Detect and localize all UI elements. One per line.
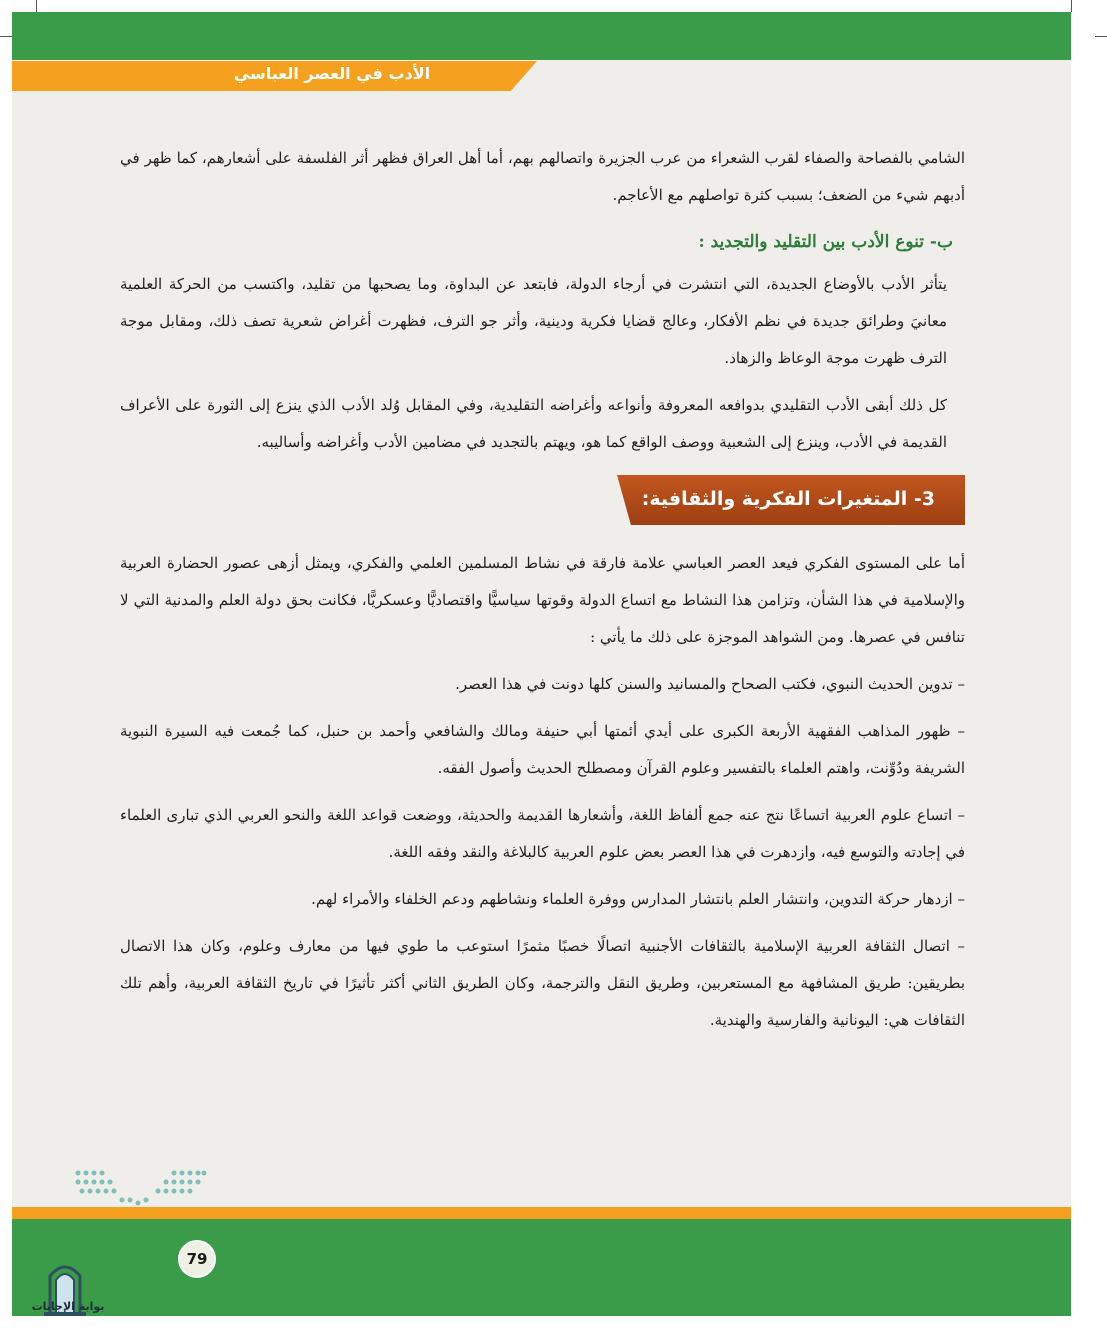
bullet-item: – اتساع علوم العربية اتساعًا نتج عنه جمع ألفاظ اللغة، وأشعارها القديمة والحديثة، ووضعت قواعد اللغة والنحو العربي الذي تبارى العلماء في إجادته والتوسع فيه، وازدهرت في هذا العصر بعض علوم العربية كالبلاغة والنقد وفقه اللغة. <box>120 806 965 861</box>
bullet-item: – ظهور المذاهب الفقهية الأربعة الكبرى على أيدي أئمتها أبي حنيفة ومالك والشافعي وأحمد بن حنبل، كما جُمعت فيه السيرة النبوية الشريفة ودُوِّنت، واهتم العلماء بالتفسير وعلوم القرآن ومصطلح الحديث وأصول الفقه. <box>120 722 965 777</box>
paragraph: يتأثر الأدب بالأوضاع الجديدة، التي انتشرت في أرجاء الدولة، فابتعد عن البداوة، وما يصحبها من تقليد، واكتسب من الحركة العلمية معانيَ وطرائق جديدة في نظم الأفكار، وعالج قضايا فكرية ودينية، وأثر جو الترف، فظهرت أغراض شعرية تصف ذلك، ومقابل موجة الترف ظهرت موجة الوعاظ والزهاد. <box>120 275 947 367</box>
crop-mark <box>36 0 37 12</box>
bottom-orange-stripe <box>12 1207 1071 1219</box>
textbook-page <box>12 12 1071 1316</box>
page-number: 79 <box>178 1240 216 1278</box>
page-body <box>120 140 965 1039</box>
ministry-logo-icon <box>74 1167 208 1211</box>
watermark-logo-icon <box>30 1254 120 1324</box>
section-banner <box>120 473 965 525</box>
top-green-band <box>12 12 1071 60</box>
section-title: 3- المتغيرات الفكرية والثقافية: <box>641 488 935 510</box>
crop-mark <box>1071 0 1072 12</box>
crop-mark <box>1095 36 1107 37</box>
paragraph: أما على المستوى الفكري فيعد العصر العباسي علامة فارقة في نشاط المسلمين العلمي والفكري، ويمثل أزهى عصور الحضارة العربية والإسلامية في هذا الشأن، وتزامن هذا النشاط مع اتساع الدولة وقوتها سياسيًّا واقتصاديًّا وعسكريًّا، فكانت بحق دولة العلم والمدنية التي لا تنافس في عصرها. ومن الشواهد الموجزة على ذلك ما يأتي : <box>120 554 965 646</box>
paragraph: كل ذلك أبقى الأدب التقليدي بدوافعه المعروفة وأنواعه وأغراضه التقليدية، وفي المقابل وُلد الأدب الذي ينزع إلى الثورة على الأعراف القديمة في الأدب، وينزع إلى الشعبية ووصف الواقع كما هو، ويهتم بالتجديد في مضامين الأدب وأغراضه وأساليبه. <box>120 396 947 451</box>
paragraph: الشامي بالفصاحة والصفاء لقرب الشعراء من عرب الجزيرة واتصالهم بهم، أما أهل العراق فظهر أثر الفلسفة على أشعارهم، كما ظهر في أدبهم شيء من الضعف؛ بسبب كثرة تواصلهم مع الأعاجم. <box>120 149 965 204</box>
watermark-text: بوابة الإجابات <box>31 1300 105 1313</box>
subheading: ب- تنوع الأدب بين التقليد والتجديد : <box>698 232 953 252</box>
bullet-item: – تدوين الحديث النبوي، فكتب الصحاح والمسانيد والسنن كلها دونت في هذا العصر. <box>455 675 965 693</box>
chapter-title: الأدب في العصر العباسي <box>233 64 431 83</box>
bottom-green-band <box>12 1219 1071 1316</box>
crop-mark <box>0 36 12 37</box>
bullet-item: – ازدهار حركة التدوين، وانتشار العلم بانتشار المدارس ووفرة العلماء ونشاطهم ودعم الخلفاء والأمراء لهم. <box>311 890 965 908</box>
bullet-item: – اتصال الثقافة العربية الإسلامية بالثقافات الأجنبية اتصالًا خصبًا مثمرًا استوعب ما طوي فيها من معارف وعلوم، وكان هذا الاتصال بطريقين: طريق المشافهة مع المستعربين، وطريق النقل والترجمة، وكان الطريق الثاني أكثر تأثيرًا في تاريخ الثقافة العربية، وأهم تلك الثقافات هي: اليونانية والفارسية والهندية. <box>120 937 965 1029</box>
